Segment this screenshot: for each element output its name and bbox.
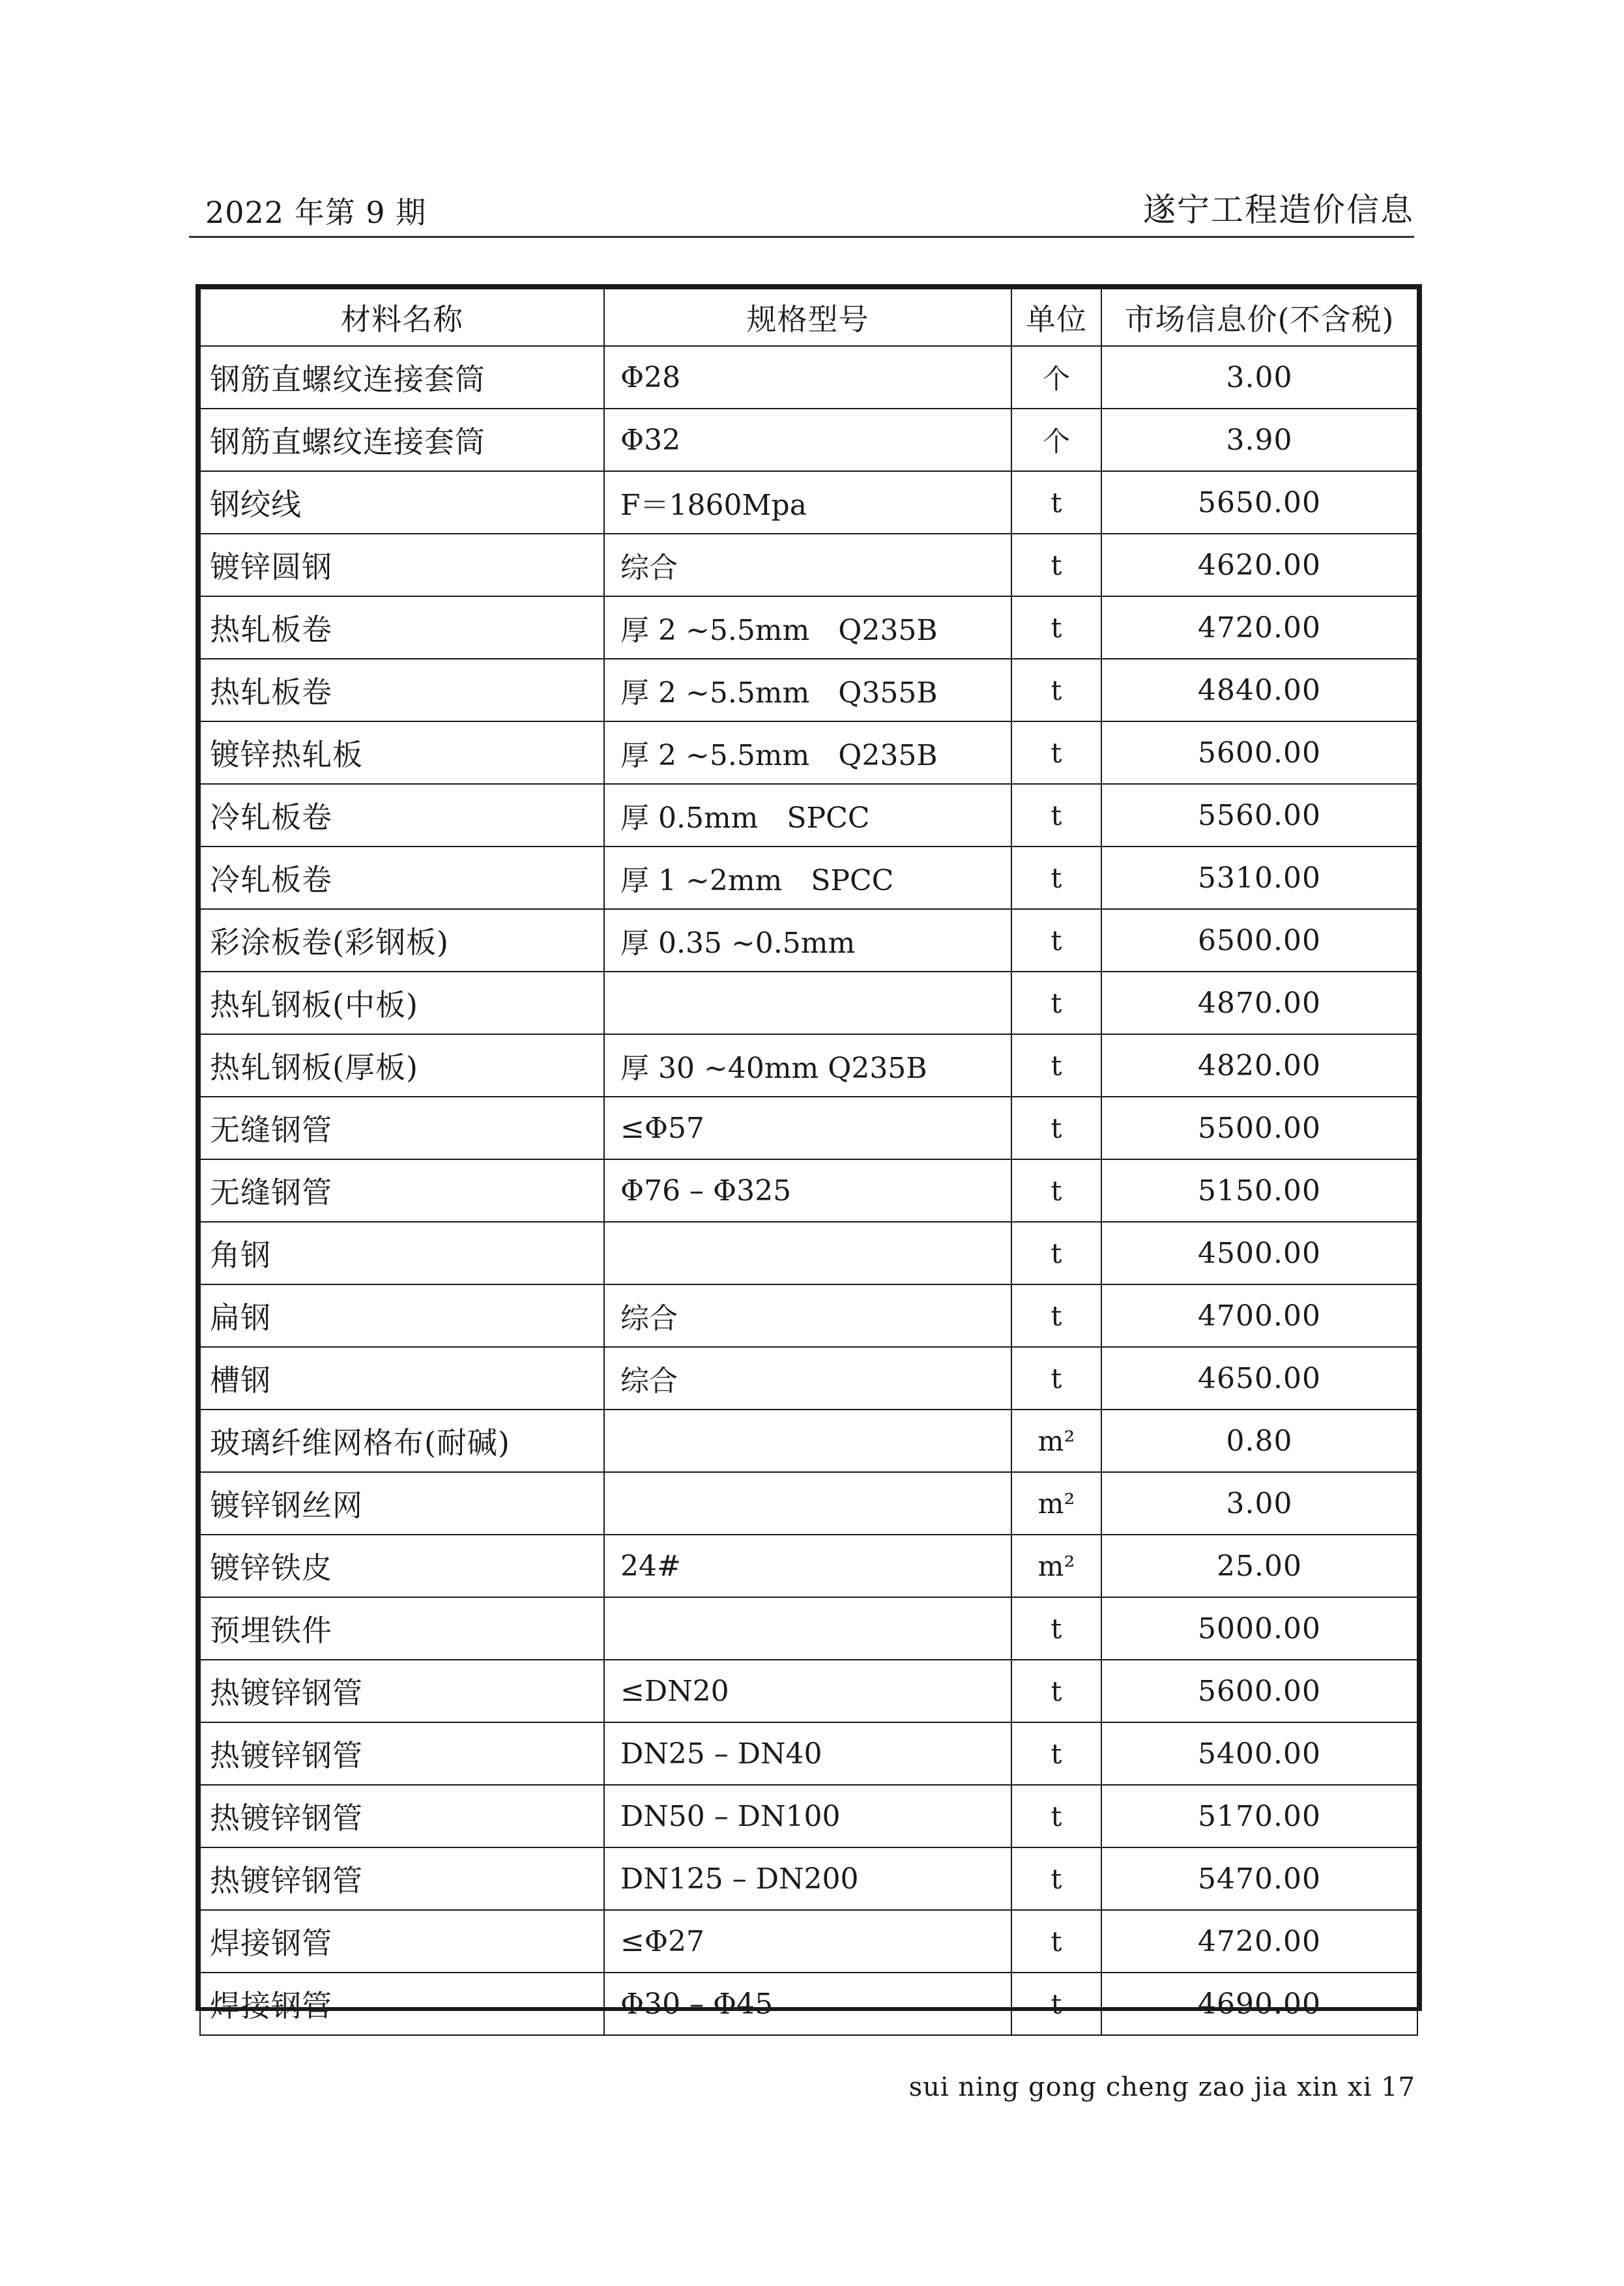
spec-cell: ≤Φ57 bbox=[604, 1097, 1011, 1159]
unit-cell: t bbox=[1011, 972, 1101, 1034]
price-cell: 5000.00 bbox=[1101, 1597, 1417, 1660]
material-name-cell: 无缝钢管 bbox=[200, 1159, 604, 1222]
table-row bbox=[200, 534, 1417, 596]
unit-cell: t bbox=[1011, 1910, 1101, 1973]
unit-cell: t bbox=[1011, 784, 1101, 846]
price-cell: 5170.00 bbox=[1101, 1785, 1417, 1847]
table-row bbox=[200, 596, 1417, 659]
spec-cell: 厚 0.5mm SPCC bbox=[604, 784, 1011, 846]
table-row bbox=[200, 1535, 1417, 1597]
publication-title: 遂宁工程造价信息 bbox=[1143, 191, 1414, 229]
table-row bbox=[200, 1159, 1417, 1222]
material-name-cell: 钢筋直螺纹连接套筒 bbox=[200, 409, 604, 471]
spec-cell: 厚 2 ~5.5mm Q235B bbox=[604, 721, 1011, 784]
table-body bbox=[200, 346, 1417, 2035]
price-table-frame bbox=[196, 284, 1422, 2023]
unit-cell: 个 bbox=[1011, 409, 1101, 471]
price-cell: 5500.00 bbox=[1101, 1097, 1417, 1159]
price-cell: 25.00 bbox=[1101, 1535, 1417, 1597]
unit-cell: t bbox=[1011, 909, 1101, 972]
material-name-cell: 镀锌圆钢 bbox=[200, 534, 604, 596]
material-name-cell: 玻璃纤维网格布(耐碱) bbox=[200, 1410, 604, 1472]
column-header-unit: 单位 bbox=[1011, 289, 1101, 346]
spec-cell: ≤DN20 bbox=[604, 1660, 1011, 1722]
price-cell: 5310.00 bbox=[1101, 846, 1417, 909]
unit-cell: t bbox=[1011, 846, 1101, 909]
table-row bbox=[200, 1722, 1417, 1785]
spec-cell: 厚 0.35 ~0.5mm bbox=[604, 909, 1011, 972]
column-header-name: 材料名称 bbox=[200, 289, 604, 346]
unit-cell: t bbox=[1011, 1347, 1101, 1410]
spec-cell bbox=[604, 1597, 1011, 1660]
unit-cell: t bbox=[1011, 534, 1101, 596]
spec-cell: DN50 – DN100 bbox=[604, 1785, 1011, 1847]
spec-cell bbox=[604, 972, 1011, 1034]
spec-cell: 厚 1 ~2mm SPCC bbox=[604, 846, 1011, 909]
unit-cell: t bbox=[1011, 721, 1101, 784]
unit-cell: t bbox=[1011, 1660, 1101, 1722]
material-name-cell: 镀锌铁皮 bbox=[200, 1535, 604, 1597]
table-row bbox=[200, 721, 1417, 784]
spec-cell: 综合 bbox=[604, 1347, 1011, 1410]
table-header-row bbox=[200, 289, 1417, 346]
material-name-cell: 彩涂板卷(彩钢板) bbox=[200, 909, 604, 972]
material-name-cell: 热轧钢板(厚板) bbox=[200, 1034, 604, 1097]
price-cell: 4620.00 bbox=[1101, 534, 1417, 596]
price-cell: 4720.00 bbox=[1101, 1910, 1417, 1973]
unit-cell: t bbox=[1011, 1722, 1101, 1785]
table-row bbox=[200, 1222, 1417, 1284]
issue-label: 2022 年第 9 期 bbox=[205, 195, 427, 230]
spec-cell: 厚 2 ~5.5mm Q235B bbox=[604, 596, 1011, 659]
spec-cell: F＝1860Mpa bbox=[604, 471, 1011, 534]
unit-cell: t bbox=[1011, 1973, 1101, 2035]
table-row bbox=[200, 846, 1417, 909]
spec-cell: Φ76 – Φ325 bbox=[604, 1159, 1011, 1222]
table-row bbox=[200, 1973, 1417, 2035]
material-name-cell: 镀锌热轧板 bbox=[200, 721, 604, 784]
material-name-cell: 热镀锌钢管 bbox=[200, 1847, 604, 1910]
column-header-spec: 规格型号 bbox=[604, 289, 1011, 346]
material-name-cell: 热镀锌钢管 bbox=[200, 1722, 604, 1785]
price-cell: 5600.00 bbox=[1101, 721, 1417, 784]
price-table bbox=[199, 288, 1418, 2036]
spec-cell: 综合 bbox=[604, 534, 1011, 596]
spec-cell: DN125 – DN200 bbox=[604, 1847, 1011, 1910]
unit-cell: m² bbox=[1011, 1535, 1101, 1597]
table-row bbox=[200, 1660, 1417, 1722]
price-cell: 5470.00 bbox=[1101, 1847, 1417, 1910]
spec-cell: 厚 30 ~40mm Q235B bbox=[604, 1034, 1011, 1097]
table-row bbox=[200, 1910, 1417, 1973]
price-cell: 4840.00 bbox=[1101, 659, 1417, 721]
table-row bbox=[200, 1284, 1417, 1347]
table-row bbox=[200, 909, 1417, 972]
unit-cell: t bbox=[1011, 1222, 1101, 1284]
spec-cell bbox=[604, 1410, 1011, 1472]
table-row bbox=[200, 409, 1417, 471]
material-name-cell: 热轧板卷 bbox=[200, 596, 604, 659]
unit-cell: t bbox=[1011, 1097, 1101, 1159]
unit-cell: 个 bbox=[1011, 346, 1101, 409]
price-cell: 4700.00 bbox=[1101, 1284, 1417, 1347]
page-header bbox=[189, 189, 1414, 235]
unit-cell: t bbox=[1011, 1284, 1101, 1347]
page-footer: sui ning gong cheng zao jia xin xi 17 bbox=[908, 2072, 1415, 2102]
spec-cell: DN25 – DN40 bbox=[604, 1722, 1011, 1785]
price-cell: 4650.00 bbox=[1101, 1347, 1417, 1410]
spec-cell bbox=[604, 1472, 1011, 1535]
material-name-cell: 预埋铁件 bbox=[200, 1597, 604, 1660]
price-cell: 5400.00 bbox=[1101, 1722, 1417, 1785]
unit-cell: t bbox=[1011, 1159, 1101, 1222]
unit-cell: m² bbox=[1011, 1472, 1101, 1535]
material-name-cell: 热轧板卷 bbox=[200, 659, 604, 721]
price-cell: 5650.00 bbox=[1101, 471, 1417, 534]
price-cell: 5600.00 bbox=[1101, 1660, 1417, 1722]
spec-cell: Φ30 – Φ45 bbox=[604, 1973, 1011, 2035]
spec-cell bbox=[604, 1222, 1011, 1284]
material-name-cell: 镀锌钢丝网 bbox=[200, 1472, 604, 1535]
unit-cell: t bbox=[1011, 471, 1101, 534]
material-name-cell: 槽钢 bbox=[200, 1347, 604, 1410]
table-row bbox=[200, 784, 1417, 846]
material-name-cell: 角钢 bbox=[200, 1222, 604, 1284]
spec-cell: ≤Φ27 bbox=[604, 1910, 1011, 1973]
unit-cell: t bbox=[1011, 1034, 1101, 1097]
material-name-cell: 焊接钢管 bbox=[200, 1910, 604, 1973]
spec-cell: Φ32 bbox=[604, 409, 1011, 471]
unit-cell: t bbox=[1011, 1597, 1101, 1660]
price-cell: 4870.00 bbox=[1101, 972, 1417, 1034]
material-name-cell: 热镀锌钢管 bbox=[200, 1660, 604, 1722]
table-row bbox=[200, 346, 1417, 409]
price-cell: 3.90 bbox=[1101, 409, 1417, 471]
column-header-price: 市场信息价(不含税) bbox=[1101, 289, 1417, 346]
table-row bbox=[200, 1597, 1417, 1660]
table-row bbox=[200, 471, 1417, 534]
spec-cell: 厚 2 ~5.5mm Q355B bbox=[604, 659, 1011, 721]
material-name-cell: 钢筋直螺纹连接套筒 bbox=[200, 346, 604, 409]
price-cell: 4820.00 bbox=[1101, 1034, 1417, 1097]
header-divider bbox=[189, 236, 1414, 238]
price-cell: 6500.00 bbox=[1101, 909, 1417, 972]
unit-cell: t bbox=[1011, 1847, 1101, 1910]
spec-cell: Φ28 bbox=[604, 346, 1011, 409]
price-cell: 0.80 bbox=[1101, 1410, 1417, 1472]
unit-cell: t bbox=[1011, 596, 1101, 659]
table-row bbox=[200, 972, 1417, 1034]
spec-cell: 24# bbox=[604, 1535, 1011, 1597]
material-name-cell: 无缝钢管 bbox=[200, 1097, 604, 1159]
unit-cell: t bbox=[1011, 1785, 1101, 1847]
price-cell: 4690.00 bbox=[1101, 1973, 1417, 2035]
price-cell: 3.00 bbox=[1101, 1472, 1417, 1535]
unit-cell: m² bbox=[1011, 1410, 1101, 1472]
price-cell: 5150.00 bbox=[1101, 1159, 1417, 1222]
material-name-cell: 钢绞线 bbox=[200, 471, 604, 534]
price-cell: 4500.00 bbox=[1101, 1222, 1417, 1284]
table-row bbox=[200, 659, 1417, 721]
spec-cell: 综合 bbox=[604, 1284, 1011, 1347]
table-row bbox=[200, 1472, 1417, 1535]
unit-cell: t bbox=[1011, 659, 1101, 721]
price-cell: 4720.00 bbox=[1101, 596, 1417, 659]
table-row bbox=[200, 1034, 1417, 1097]
table-row bbox=[200, 1097, 1417, 1159]
price-cell: 5560.00 bbox=[1101, 784, 1417, 846]
material-name-cell: 热镀锌钢管 bbox=[200, 1785, 604, 1847]
material-name-cell: 冷轧板卷 bbox=[200, 784, 604, 846]
price-cell: 3.00 bbox=[1101, 346, 1417, 409]
table-row bbox=[200, 1410, 1417, 1472]
table-row bbox=[200, 1785, 1417, 1847]
material-name-cell: 冷轧板卷 bbox=[200, 846, 604, 909]
material-name-cell: 扁钢 bbox=[200, 1284, 604, 1347]
table-row bbox=[200, 1847, 1417, 1910]
table-row bbox=[200, 1347, 1417, 1410]
material-name-cell: 焊接钢管 bbox=[200, 1973, 604, 2035]
material-name-cell: 热轧钢板(中板) bbox=[200, 972, 604, 1034]
